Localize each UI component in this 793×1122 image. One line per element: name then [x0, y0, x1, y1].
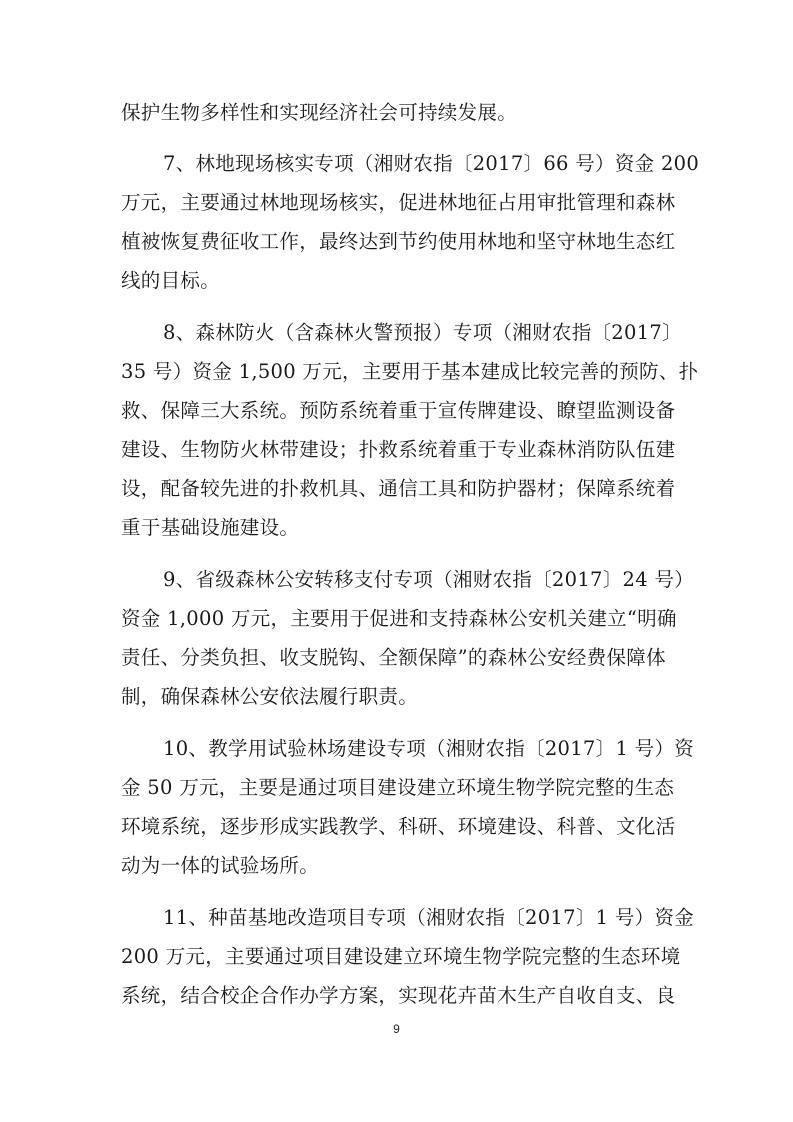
text-line: 200 万元，主要通过项目建设建立环境生物学院完整的生态环境: [121, 945, 681, 968]
paragraph-10-heading: 10、教学用试验林场建设专项（湘财农指〔2017〕1 号）资: [163, 737, 695, 760]
text-line: 线的目标。: [121, 269, 221, 292]
text-line: 金 50 万元，主要是通过项目建设建立环境生物学院完整的生态: [121, 776, 675, 799]
text-line: 万元，主要通过林地现场核实，促进林地征占用审批管理和森林: [121, 191, 676, 214]
text-line: 资金 1,000 万元，主要用于促进和支持森林公安机关建立“明确: [121, 607, 677, 630]
text-line: 重于基础设施建设。: [121, 516, 300, 539]
paragraph-7-heading: 7、林地现场核实专项（湘财农指〔2017〕66 号）资金 200: [163, 152, 700, 175]
text-line: 建设、生物防火林带建设；扑救系统着重于专业森林消防队伍建: [121, 438, 676, 461]
text-line: 救、保障三大系统。预防系统着重于宣传牌建设、瞭望监测设备: [121, 399, 676, 422]
text-line: 保护生物多样性和实现经济社会可持续发展。: [121, 101, 518, 124]
paragraph-8-heading: 8、森林防火（含森林火警预报）专项（湘财农指〔2017〕: [163, 321, 682, 344]
paragraph-9-heading: 9、省级森林公安转移支付专项（湘财农指〔2017〕24 号）: [163, 568, 695, 591]
text-line: 动为一体的试验场所。: [121, 854, 320, 877]
text-line: 环境系统，逐步形成实践教学、科研、环境建设、科普、文化活: [121, 815, 676, 838]
text-line: 35 号）资金 1,500 万元，主要用于基本建成比较完善的预防、扑: [121, 360, 699, 383]
page-number: 9: [393, 1022, 400, 1036]
text-line: 责任、分类负担、收支脱钩、全额保障”的森林公安经费保障体: [121, 646, 666, 669]
text-line: 设，配备较先进的扑救机具、通信工具和防护器材；保障系统着: [121, 477, 676, 500]
paragraph-11-heading: 11、种苗基地改造项目专项（湘财农指〔2017〕1 号）资金: [163, 906, 695, 929]
text-line: 植被恢复费征收工作，最终达到节约使用林地和坚守林地生态红: [121, 230, 676, 253]
text-line: 制，确保森林公安依法履行职责。: [121, 685, 419, 708]
text-line: 系统，结合校企合作办学方案，实现花卉苗木生产自收自支、良: [121, 984, 676, 1007]
